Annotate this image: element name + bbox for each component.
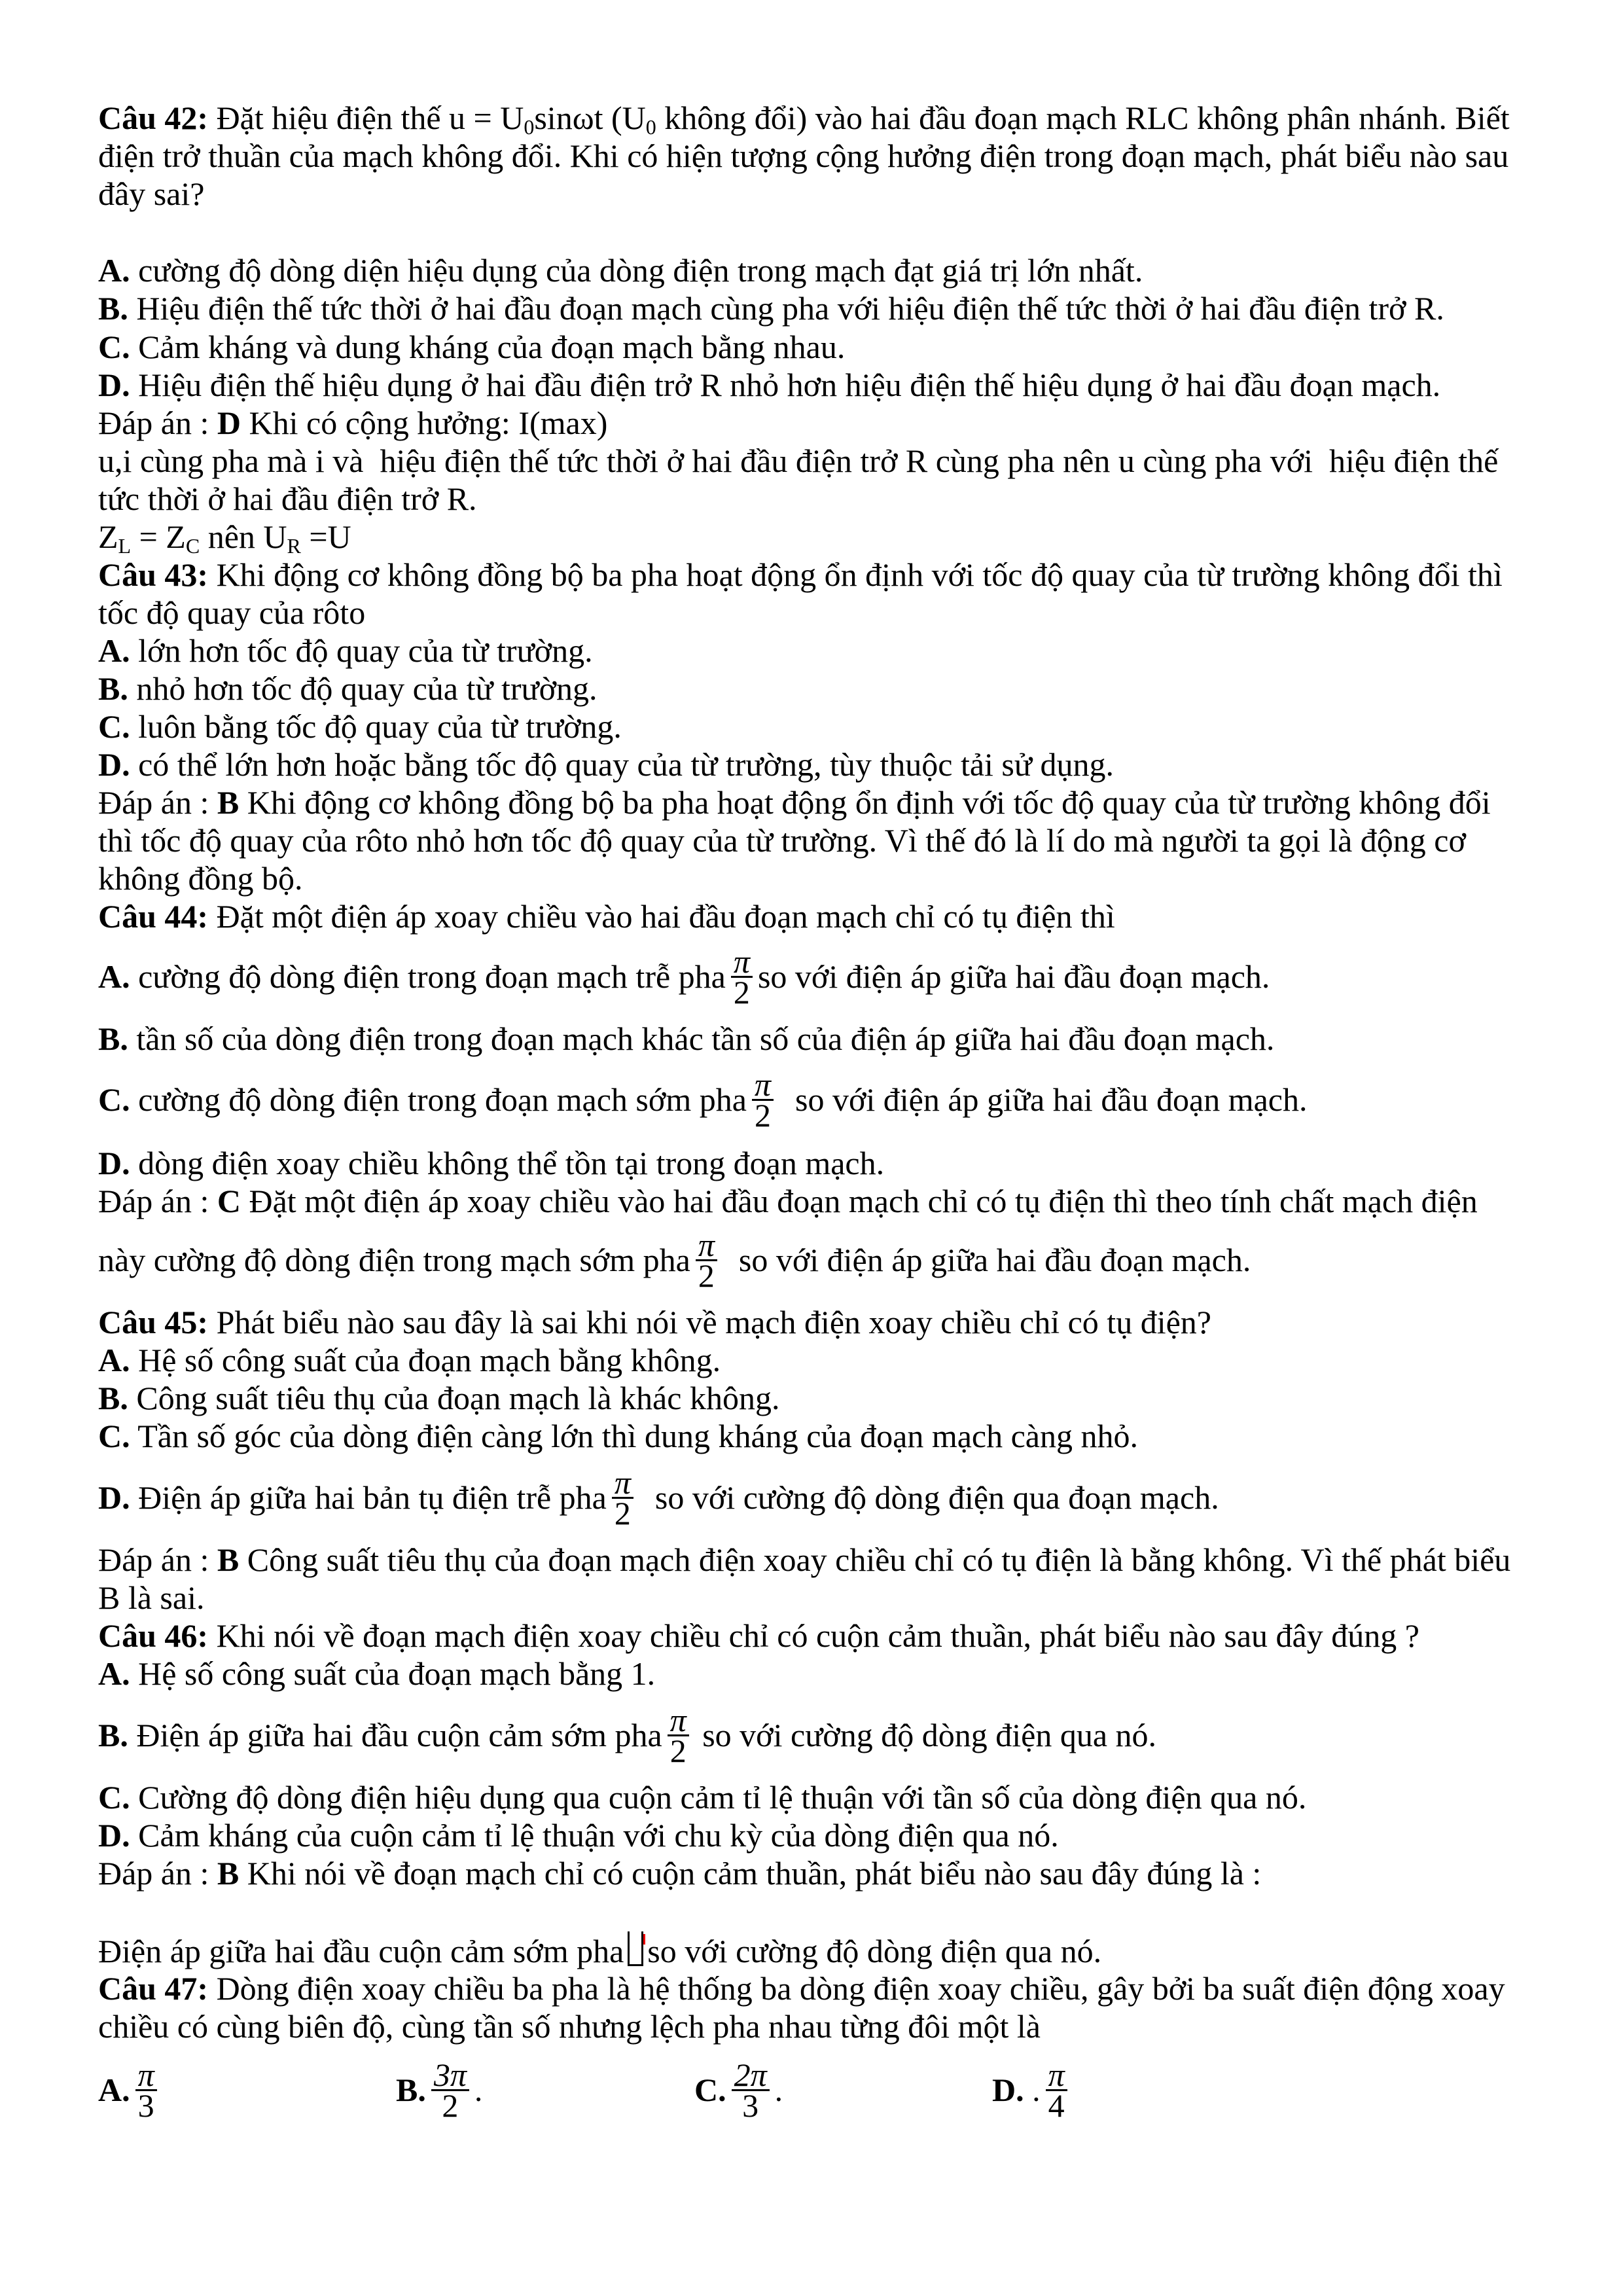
option-label: D.	[992, 2072, 1024, 2108]
text-line	[98, 366, 1440, 404]
text: cường độ dòng điện trong đoạn mạch trễ pha	[130, 958, 726, 995]
text: u,i cùng pha mà i và hiệu điện thế tức thời ở hai đầu điện trở R cùng pha nên u cùng pha với hiệu điện thế	[98, 442, 1499, 479]
fraction	[612, 1463, 633, 1532]
fraction	[1046, 2056, 1067, 2124]
fraction-denominator: 4	[1048, 2087, 1065, 2124]
option-label: A.	[98, 2072, 130, 2108]
text-line	[98, 1341, 721, 1379]
text-line	[98, 859, 303, 897]
text: không đồng bộ.	[98, 860, 303, 897]
fraction-denominator: 2	[698, 1257, 715, 1294]
text: cường độ dòng điện trong đoạn mạch sớm pha	[130, 1081, 747, 1118]
bold-label: C.	[98, 329, 130, 365]
text-line	[98, 670, 597, 708]
text-line	[98, 1379, 779, 1417]
text: không đổi) vào hai đầu đoạn mạch RLC không phân nhánh. Biết	[656, 99, 1510, 136]
text-line	[98, 1617, 1419, 1655]
fraction-numerator: π	[612, 1468, 633, 1499]
text-line	[98, 745, 1114, 783]
bold-label: C.	[98, 708, 130, 745]
fraction-denominator: 2	[614, 1494, 631, 1532]
subscript: C	[185, 534, 200, 558]
text: Hệ số công suất của đoạn mạch bằng không.	[130, 1342, 721, 1378]
text-line	[98, 289, 1444, 327]
answer-option	[396, 2056, 483, 2124]
bold-label: C	[217, 1183, 241, 1219]
text: Khi động cơ không đồng bộ ba pha hoạt động ổn định với tốc độ quay của từ trường không đổi thì	[208, 556, 1503, 593]
text: so với điện áp giữa hai đầu đoạn mạch.	[778, 1081, 1308, 1118]
bold-label: A.	[98, 958, 130, 995]
text: thì tốc độ quay của rôto nhỏ hơn tốc độ quay của từ trường. Vì thế đó là lí do mà người ta gọi là động cơ	[98, 822, 1466, 859]
text-line	[98, 1969, 1505, 2007]
text: luôn bằng tốc độ quay của từ trường.	[130, 708, 622, 745]
text-line	[98, 1931, 1101, 1969]
text: = Z	[131, 518, 186, 555]
text: .	[474, 2072, 483, 2108]
subscript: 0	[524, 115, 535, 139]
fraction	[731, 942, 753, 1011]
text-line	[98, 632, 593, 670]
bold-label: B	[217, 1855, 240, 1892]
subscript: R	[287, 534, 301, 558]
text: Đáp án :	[98, 404, 217, 441]
option-label: B.	[396, 2072, 426, 2108]
text-line	[98, 1020, 1274, 1058]
text: chiều có cùng biên độ, cùng tần số nhưng lệch pha nhau từng đôi một là	[98, 2008, 1041, 2045]
text-line	[98, 328, 845, 366]
text: Điện áp giữa hai bản tụ điện trễ pha	[130, 1479, 607, 1516]
text: Công suất tiêu thụ của đoạn mạch là khác không.	[128, 1380, 780, 1416]
text: Đặt một điện áp xoay chiều vào hai đầu đoạn mạch chỉ có tụ điện thì	[208, 898, 1115, 935]
subscript: 0	[645, 115, 656, 139]
text: Hiệu điện thế hiệu dụng ở hai đầu điện trở R nhỏ hơn hiệu điện thế hiệu dụng ở hai đầu đoạn mạch.	[130, 367, 1441, 403]
fraction-denominator: 2	[442, 2087, 459, 2124]
text-line	[98, 1303, 1211, 1341]
text-line	[98, 821, 1466, 859]
text-line	[98, 175, 204, 213]
text-line	[98, 251, 1143, 289]
text: .	[774, 2072, 783, 2108]
bold-label: A.	[98, 1655, 130, 1692]
text: Đáp án :	[98, 1855, 217, 1892]
text-line	[98, 518, 351, 556]
text-line	[98, 783, 1491, 821]
text: B là sai.	[98, 1579, 205, 1616]
text-line	[98, 1182, 1478, 1220]
text: này cường độ dòng điện trong mạch sớm pha	[98, 1242, 690, 1278]
bold-label: D.	[98, 746, 130, 783]
fraction-numerator: π	[752, 1070, 774, 1101]
bold-label: B.	[98, 1717, 128, 1753]
text-line	[98, 99, 1510, 137]
fraction-denominator: 3	[137, 2087, 154, 2124]
text: Đặt một điện áp xoay chiều vào hai đầu đoạn mạch chỉ có tụ điện thì theo tính chất mạch điện	[241, 1183, 1478, 1219]
bold-label: Câu 42:	[98, 99, 209, 136]
text: Điện áp giữa hai đầu cuộn cảm sớm pha	[128, 1717, 662, 1753]
text-line	[98, 404, 607, 442]
text: Hệ số công suất của đoạn mạch bằng 1.	[130, 1655, 656, 1692]
text-line	[98, 1144, 884, 1182]
text-line	[98, 1066, 1308, 1134]
bold-label: D.	[98, 1817, 130, 1854]
text-line	[98, 137, 1508, 175]
text-line	[98, 556, 1503, 594]
text: sinωt (U	[534, 99, 646, 136]
text-line	[98, 1778, 1306, 1816]
bold-label: B.	[98, 1020, 128, 1057]
text-line	[98, 480, 477, 518]
text: Phát biểu nào sau đây là sai khi nói về mạch điện xoay chiều chỉ có tụ điện?	[208, 1304, 1211, 1340]
text-line	[98, 1701, 1157, 1769]
text: Dòng điện xoay chiều ba pha là hệ thống ba dòng điện xoay chiều, gây bởi ba suất điện động xoay	[208, 1970, 1505, 2007]
text: tức thời ở hai đầu điện trở R.	[98, 480, 477, 517]
text-line	[98, 1417, 1138, 1455]
answer-option	[694, 2056, 783, 2124]
fraction-denominator: 2	[733, 973, 750, 1011]
fraction	[752, 1066, 774, 1134]
text-line	[98, 1226, 1251, 1294]
bold-label: Câu 45:	[98, 1304, 209, 1340]
text-line	[98, 1579, 204, 1617]
text: cường độ dòng diện hiệu dụng của dòng điện trong mạch đạt giá trị lớn nhất.	[130, 252, 1143, 289]
bold-label: Câu 43:	[98, 556, 209, 593]
answer-option	[98, 2056, 162, 2124]
bold-label: B.	[98, 1380, 128, 1416]
text: Điện áp giữa hai đầu cuộn cảm sớm pha	[98, 1933, 624, 1969]
text-line	[98, 1854, 1261, 1892]
broken-equation-image	[628, 1931, 643, 1966]
bold-label: D.	[98, 1145, 130, 1181]
bold-label: Câu 44:	[98, 898, 209, 935]
text: đây sai?	[98, 175, 205, 212]
text: tốc độ quay của rôto	[98, 594, 366, 631]
fraction	[431, 2056, 469, 2124]
text: so với điện áp giữa hai đầu đoạn mạch.	[722, 1242, 1251, 1278]
subscript: L	[118, 534, 132, 558]
text: =U	[300, 518, 351, 555]
fraction	[135, 2056, 157, 2124]
bold-label: D.	[98, 1479, 130, 1516]
fraction-numerator: π	[1046, 2060, 1067, 2091]
text-line	[98, 1655, 655, 1693]
text-line	[98, 708, 622, 745]
fraction-numerator: 2π	[732, 2060, 770, 2091]
answer-option	[992, 2056, 1073, 2124]
bold-label: A.	[98, 1342, 130, 1378]
bold-label: Câu 46:	[98, 1617, 209, 1654]
text: tần số của dòng điện trong đoạn mạch khác tần số của điện áp giữa hai đầu đoạn mạch.	[128, 1020, 1275, 1057]
text-line	[98, 1541, 1510, 1579]
q47-options-row	[98, 2056, 1538, 2124]
text: Cảm kháng của cuộn cảm tỉ lệ thuận với chu kỳ của dòng điện qua nó.	[130, 1817, 1059, 1854]
fraction-denominator: 2	[669, 1732, 687, 1769]
option-label: C.	[694, 2072, 726, 2108]
text: Khi nói về đoạn mạch điện xoay chiều chỉ có cuộn cảm thuần, phát biểu nào sau đây đúng ?	[208, 1617, 1419, 1654]
text: Z	[98, 518, 118, 555]
bold-label: C.	[98, 1779, 130, 1816]
text: dòng điện xoay chiều không thể tồn tại trong đoạn mạch.	[130, 1145, 885, 1181]
fraction	[732, 2056, 770, 2124]
text: Khi động cơ không đồng bộ ba pha hoạt động ổn định với tốc độ quay của từ trường không đổi	[239, 784, 1491, 821]
bold-label: C.	[98, 1081, 130, 1118]
text: Tần số góc của dòng điện càng lớn thì dung kháng của đoạn mạch càng nhỏ.	[130, 1418, 1138, 1454]
bold-label: A.	[98, 252, 130, 289]
text: Đáp án :	[98, 1541, 217, 1578]
fraction-numerator: π	[668, 1706, 689, 1736]
bold-label: B	[217, 784, 240, 821]
text: Công suất tiêu thụ của đoạn mạch điện xoay chiều chỉ có tụ điện là bằng không. Vì thế phát biểu	[239, 1541, 1511, 1578]
bold-label: B.	[98, 290, 128, 327]
text-line	[98, 1816, 1059, 1854]
text-line	[98, 594, 365, 632]
text: nhỏ hơn tốc độ quay của từ trường.	[128, 670, 597, 707]
text: Khi nói về đoạn mạch chỉ có cuộn cảm thuần, phát biểu nào sau đây đúng là :	[239, 1855, 1262, 1892]
text-line	[98, 1463, 1219, 1532]
text-line	[98, 942, 1270, 1011]
text: điện trở thuần của mạch không đổi. Khi có hiện tượng cộng hưởng điện trong đoạn mạch, phát biểu nào sau	[98, 137, 1509, 174]
fraction-numerator: 3π	[431, 2060, 469, 2091]
text: so với cường độ dòng điện qua đoạn mạch.	[638, 1479, 1219, 1516]
text: so với điện áp giữa hai đầu đoạn mạch.	[757, 958, 1270, 995]
text: Đặt hiệu điện thế u = U	[208, 99, 524, 136]
text: Cường độ dòng điện hiệu dụng qua cuộn cảm tỉ lệ thuận với tần số của dòng điện qua nó.	[130, 1779, 1307, 1816]
fraction	[696, 1226, 717, 1294]
fraction-numerator: π	[696, 1230, 717, 1261]
text: .	[1024, 2072, 1041, 2108]
text-line	[98, 2007, 1041, 2045]
bold-label: D.	[98, 367, 130, 403]
bold-label: B.	[98, 670, 128, 707]
fraction	[668, 1701, 689, 1769]
text: nên U	[200, 518, 287, 555]
text: có thể lớn hơn hoặc bằng tốc độ quay của từ trường, tùy thuộc tải sử dụng.	[130, 746, 1114, 783]
text-line	[98, 897, 1115, 935]
text: Đáp án :	[98, 1183, 217, 1219]
text: Đáp án :	[98, 784, 217, 821]
bold-label: D	[217, 404, 241, 441]
text: so với cường độ dòng điện qua nó.	[647, 1933, 1102, 1969]
text: so với cường độ dòng điện qua nó.	[694, 1717, 1157, 1753]
fraction-denominator: 2	[754, 1096, 771, 1134]
text: Hiệu điện thế tức thời ở hai đầu đoạn mạch cùng pha với hiệu điện thế tức thời ở hai đầu điện trở R.	[128, 290, 1444, 327]
text: Khi có cộng hưởng: I(max)	[241, 404, 608, 441]
text: lớn hơn tốc độ quay của từ trường.	[130, 632, 593, 669]
bold-label: Câu 47:	[98, 1970, 209, 2007]
bold-label: B	[217, 1541, 240, 1578]
text-line	[98, 442, 1498, 480]
fraction-numerator: π	[135, 2060, 157, 2091]
fraction-denominator: 3	[742, 2087, 759, 2124]
fraction-numerator: π	[731, 947, 753, 978]
bold-label: C.	[98, 1418, 130, 1454]
bold-label: A.	[98, 632, 130, 669]
text: Cảm kháng và dung kháng của đoạn mạch bằng nhau.	[130, 329, 846, 365]
